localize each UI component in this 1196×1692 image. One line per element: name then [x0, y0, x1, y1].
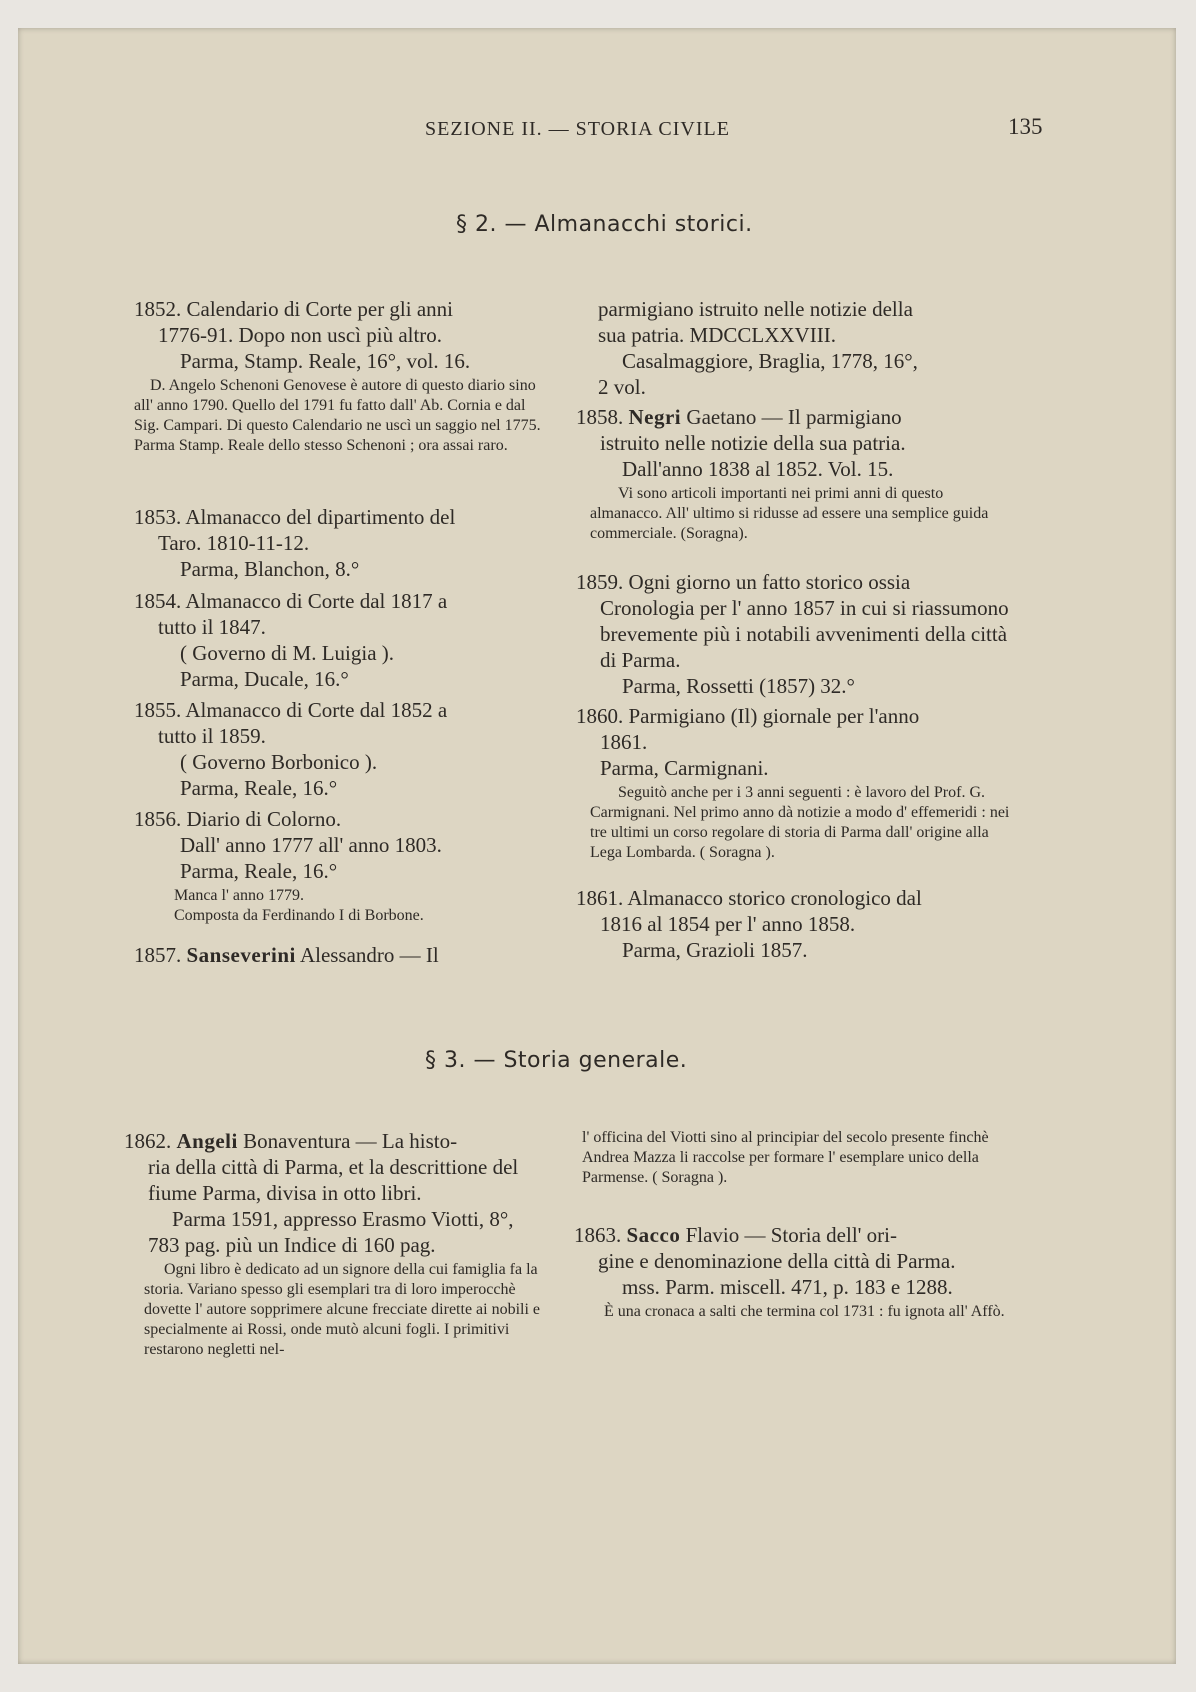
entry-title: Almanacco di Corte dal 1817 a [185, 589, 448, 613]
entry-publisher: Parma 1591, appresso Erasmo Viotti, 8°, 783 pag. più un Indice di 160 pag. [148, 1207, 514, 1257]
entry-title: Gaetano — Il parmigiano [686, 405, 902, 429]
entry-title: Diario di Colorno. [186, 807, 342, 831]
entry-number: 1859. [576, 570, 624, 594]
entry-1854 [134, 588, 544, 692]
entry-title: Ogni giorno un fatto storico ossia [628, 570, 911, 594]
entry-1861 [576, 885, 1010, 963]
entry-number: 1852. [134, 297, 182, 321]
entry-title: Parmigiano (Il) giornale per l'anno [628, 704, 920, 728]
entry-1860 [576, 703, 1010, 863]
entry-title: Calendario di Corte per gli anni [186, 297, 454, 321]
entry-title-cont: 1861. [600, 730, 648, 754]
entry-author: Negri [628, 405, 682, 429]
entry-publisher: Parma, Grazioli 1857. [622, 938, 808, 962]
page-number: 135 [1008, 114, 1043, 139]
entry-title-cont: Cronologia per l' anno 1857 in cui si riassumono brevemente più i notabili avvenimenti della città di Parma. [600, 596, 1009, 672]
entry-title-cont: Taro. 1810-11-12. [158, 531, 310, 555]
entry-publisher: Parma, Rossetti (1857) 32.° [622, 674, 855, 698]
entry-number: 1860. [576, 704, 624, 728]
entry-publisher: Parma, Reale, 16.° [180, 776, 338, 800]
entry-1858 [576, 404, 1010, 544]
entry-1857 [134, 942, 544, 968]
entry-title-cont: ria della città di Parma, et la descrittione del fiume Parma, divisa in otto libri. [148, 1155, 519, 1205]
entry-author: Sanseverini [186, 943, 296, 967]
entry-government: ( Governo di M. Luigia ). [180, 641, 395, 665]
entry-1855 [134, 697, 544, 801]
entry-1862-cont [582, 1126, 1010, 1188]
entry-title-cont: istruito nelle notizie della sua patria. [600, 431, 906, 455]
entry-1852 [134, 296, 544, 456]
entry-publisher-cont: 2 vol. [598, 375, 646, 399]
entry-title: Flavio — Storia dell' ori- [685, 1223, 898, 1247]
entry-note: Seguitò anche per i 3 anni seguenti : è lavoro del Prof. G. Carmignani. Nel primo anno dà notizie a modo d' effemeridi : nei tre ultimi un corso regolare di storia di Parma dall' origine alla Lega Lombarda. ( Soragna ). [590, 784, 1010, 861]
entry-title-cont: 1776-91. Dopo non uscì più altro. [158, 323, 443, 347]
entry-title-cont: Dall'anno 1838 al 1852. Vol. 15. [622, 457, 894, 481]
entry-publisher: Parma, Carmignani. [600, 756, 769, 780]
entry-title: Almanacco storico cronologico dal [627, 886, 922, 910]
entry-number: 1857. [134, 943, 182, 967]
entry-publisher: Casalmaggiore, Braglia, 1778, 16°, [622, 349, 918, 373]
entry-1859 [576, 569, 1010, 699]
entry-government: ( Governo Borbonico ). [180, 750, 378, 774]
entry-publisher: Parma, Blanchon, 8.° [180, 557, 360, 581]
entry-number: 1856. [134, 807, 182, 831]
entry-note: È una cronaca a salti che termina col 1731 : fu ignota all' Affò. [604, 1303, 1005, 1320]
entry-publisher: mss. Parm. miscell. 471, p. 183 e 1288. [622, 1275, 953, 1299]
entry-note: Manca l' anno 1779. [174, 887, 304, 904]
entry-title-cont: 1816 al 1854 per l' anno 1858. [600, 912, 856, 936]
entry-title: Bonaventura — La histo- [243, 1129, 458, 1153]
entry-note: D. Angelo Schenoni Genovese è autore di questo diario sino all' anno 1790. Quello del 1791 fu fatto dall' Ab. Cornia e dal Sig. Campari. Di questo Calendario ne uscì un saggio nel 1775. Parma Stamp. Reale dello stesso Schenoni ; ora assai raro. [134, 377, 541, 454]
entry-number: 1858. [576, 405, 624, 429]
entry-publisher: Parma, Ducale, 16.° [180, 667, 349, 691]
entry-number: 1853. [134, 505, 182, 529]
entry-title: Almanacco del dipartimento del [185, 505, 456, 529]
entry-number: 1855. [134, 698, 182, 722]
entry-title-cont: Dall' anno 1777 all' anno 1803. [180, 833, 442, 857]
entry-title-cont: sua patria. MDCCLXXVIII. [598, 323, 836, 347]
entry-note: Ogni libro è dedicato ad un signore della cui famiglia fa la storia. Variano spesso gli esemplari tra di loro imperocchè dovette l' autore sopprimere alcune frecciate dirette ai nobili e specialmente ai Rossi, onde mutò alcuni fogli. I primitivi restarono negletti nel- [144, 1261, 541, 1358]
entry-title: Alessandro — Il [299, 943, 439, 967]
entry-author: Sacco [626, 1223, 681, 1247]
entry-note: Vi sono articoli importanti nei primi anni di questo almanacco. All' ultimo si ridusse ad essere una semplice guida commerciale. (Soragna). [590, 485, 989, 542]
section-heading-almanacchi: § 2. — Almanacchi storici. [456, 212, 753, 237]
entry-number: 1863. [574, 1223, 622, 1247]
entry-1857-cont [598, 296, 1010, 400]
entry-number: 1862. [124, 1129, 172, 1153]
section-heading-storia-generale: § 3. — Storia generale. [425, 1048, 688, 1073]
entry-note-cont: l' officina del Viotti sino al principiar del secolo presente finchè Andrea Mazza li raccolse per formare l' esemplare unico della Parmense. ( Soragna ). [582, 1129, 989, 1186]
entry-title-cont: tutto il 1859. [158, 724, 266, 748]
entry-title-cont: tutto il 1847. [158, 615, 266, 639]
running-header: SEZIONE II. — STORIA CIVILE [425, 118, 730, 140]
entry-number: 1861. [576, 886, 624, 910]
entry-publisher: Parma, Reale, 16.° [180, 859, 338, 883]
entry-1853 [134, 504, 544, 582]
entry-title: Almanacco di Corte dal 1852 a [185, 698, 448, 722]
entry-title-cont: gine e denominazione della città di Parma. [598, 1249, 956, 1273]
entry-note: Composta da Ferdinando I di Borbone. [174, 907, 424, 924]
entry-author: Angeli [176, 1129, 238, 1153]
entry-title-cont: parmigiano istruito nelle notizie della [598, 297, 913, 321]
entry-1863 [574, 1222, 1010, 1322]
entry-number: 1854. [134, 589, 182, 613]
entry-1862 [124, 1128, 544, 1360]
entry-publisher: Parma, Stamp. Reale, 16°, vol. 16. [180, 349, 471, 373]
entry-1856 [134, 806, 544, 926]
